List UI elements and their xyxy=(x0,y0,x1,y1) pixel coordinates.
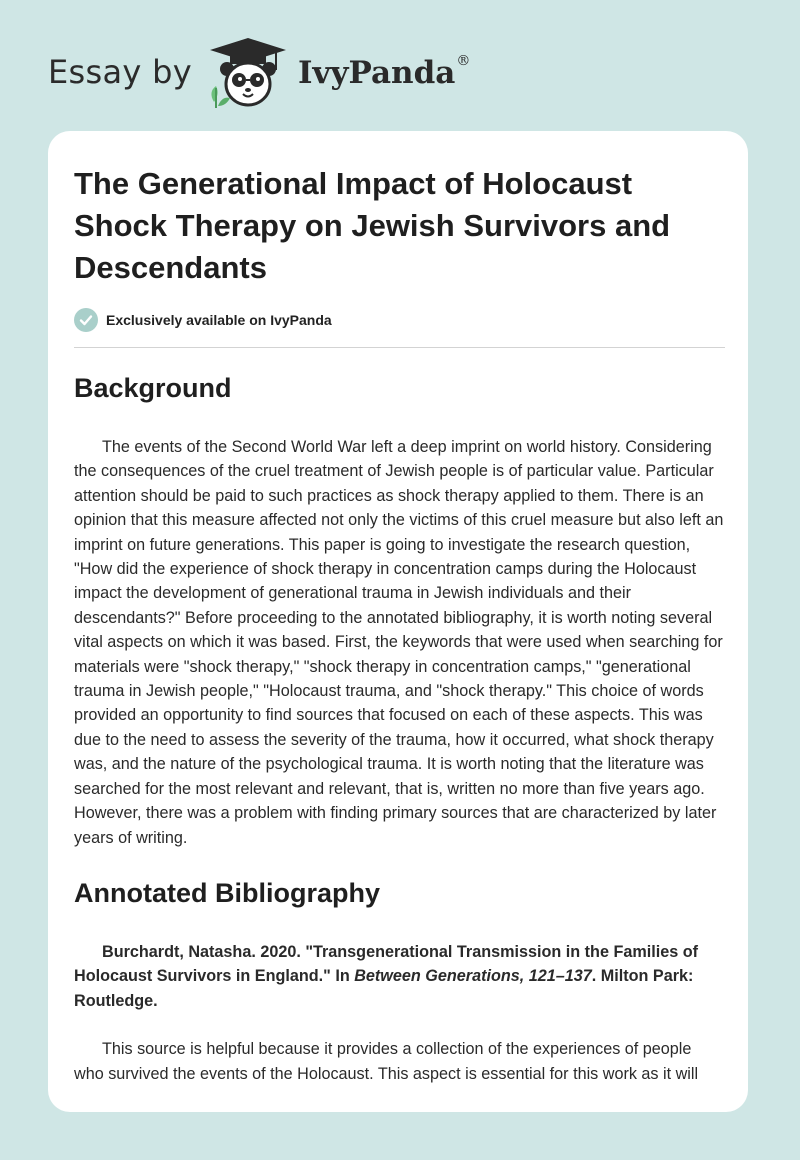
badge-label: Exclusively available on IvyPanda xyxy=(106,312,332,328)
section-heading-background: Background xyxy=(74,373,232,403)
essay-card xyxy=(48,131,748,1112)
page-title: The Generational Impact of Holocaust Shock Therapy on Jewish Survivors and Descendants xyxy=(74,166,671,285)
citation-entry xyxy=(74,940,725,1013)
exclusive-badge xyxy=(74,307,725,333)
essay-content xyxy=(74,163,725,1086)
brand-text: IvyPanda xyxy=(297,55,456,91)
registered-mark: ® xyxy=(456,53,471,69)
citation-book-title: Between Generations, 121–137 xyxy=(354,967,592,986)
citation-publisher: . Milton Park: Routledge. xyxy=(74,967,694,1010)
site-header xyxy=(48,36,470,108)
brand-name[interactable] xyxy=(298,53,470,91)
panda-graduate-icon[interactable] xyxy=(206,36,290,108)
check-icon xyxy=(74,308,98,332)
essay-by-label: Essay by xyxy=(48,53,192,91)
divider xyxy=(74,347,725,348)
background-paragraph: The events of the Second World War left a deep imprint on world history. Considering the consequences of the cruel treatment of Jewish people is of particular value. Particular attention should be paid to such practices as shock therapy applied to them. There is an opinion that this measure affected not only the victims of this cruel measure but also left an imprint on future generations. This paper is going to investigate the research question, "How did the experience of shock therapy in concentration camps during the Holocaust impact the development of generational trauma in Jewish individuals and their descendants?" Before proceeding to the annotated bibliography, it is worth noting several vital aspects on which it was based. First, the keywords that were used when searching for materials were "shock therapy," "shock therapy in concentration camps," "generational trauma in Jewish people," "Holocaust trauma, and "shock therapy." This choice of words provided an opportunity to find sources that focused on each of these aspects. This was due to the need to assess the severity of the trauma, how it occurred, what shock therapy was, and the nature of the psychological trauma. It is worth noting that the literature was searched for the most relevant and relevant, that is, written no more than five years ago. However, there was a problem with finding primary sources that are characterized by later years of writing. xyxy=(74,438,724,847)
annotation-paragraph: This source is helpful because it provides a collection of the experiences of people who survived the events of the Holocaust. This aspect is essential for this work as it will xyxy=(74,1040,699,1083)
citation-authors-title: Burchardt, Natasha. 2020. "Transgenerational Transmission in the Families of Holocaust Survivors in England." In xyxy=(74,942,699,986)
section-heading-bibliography: Annotated Bibliography xyxy=(74,877,380,908)
